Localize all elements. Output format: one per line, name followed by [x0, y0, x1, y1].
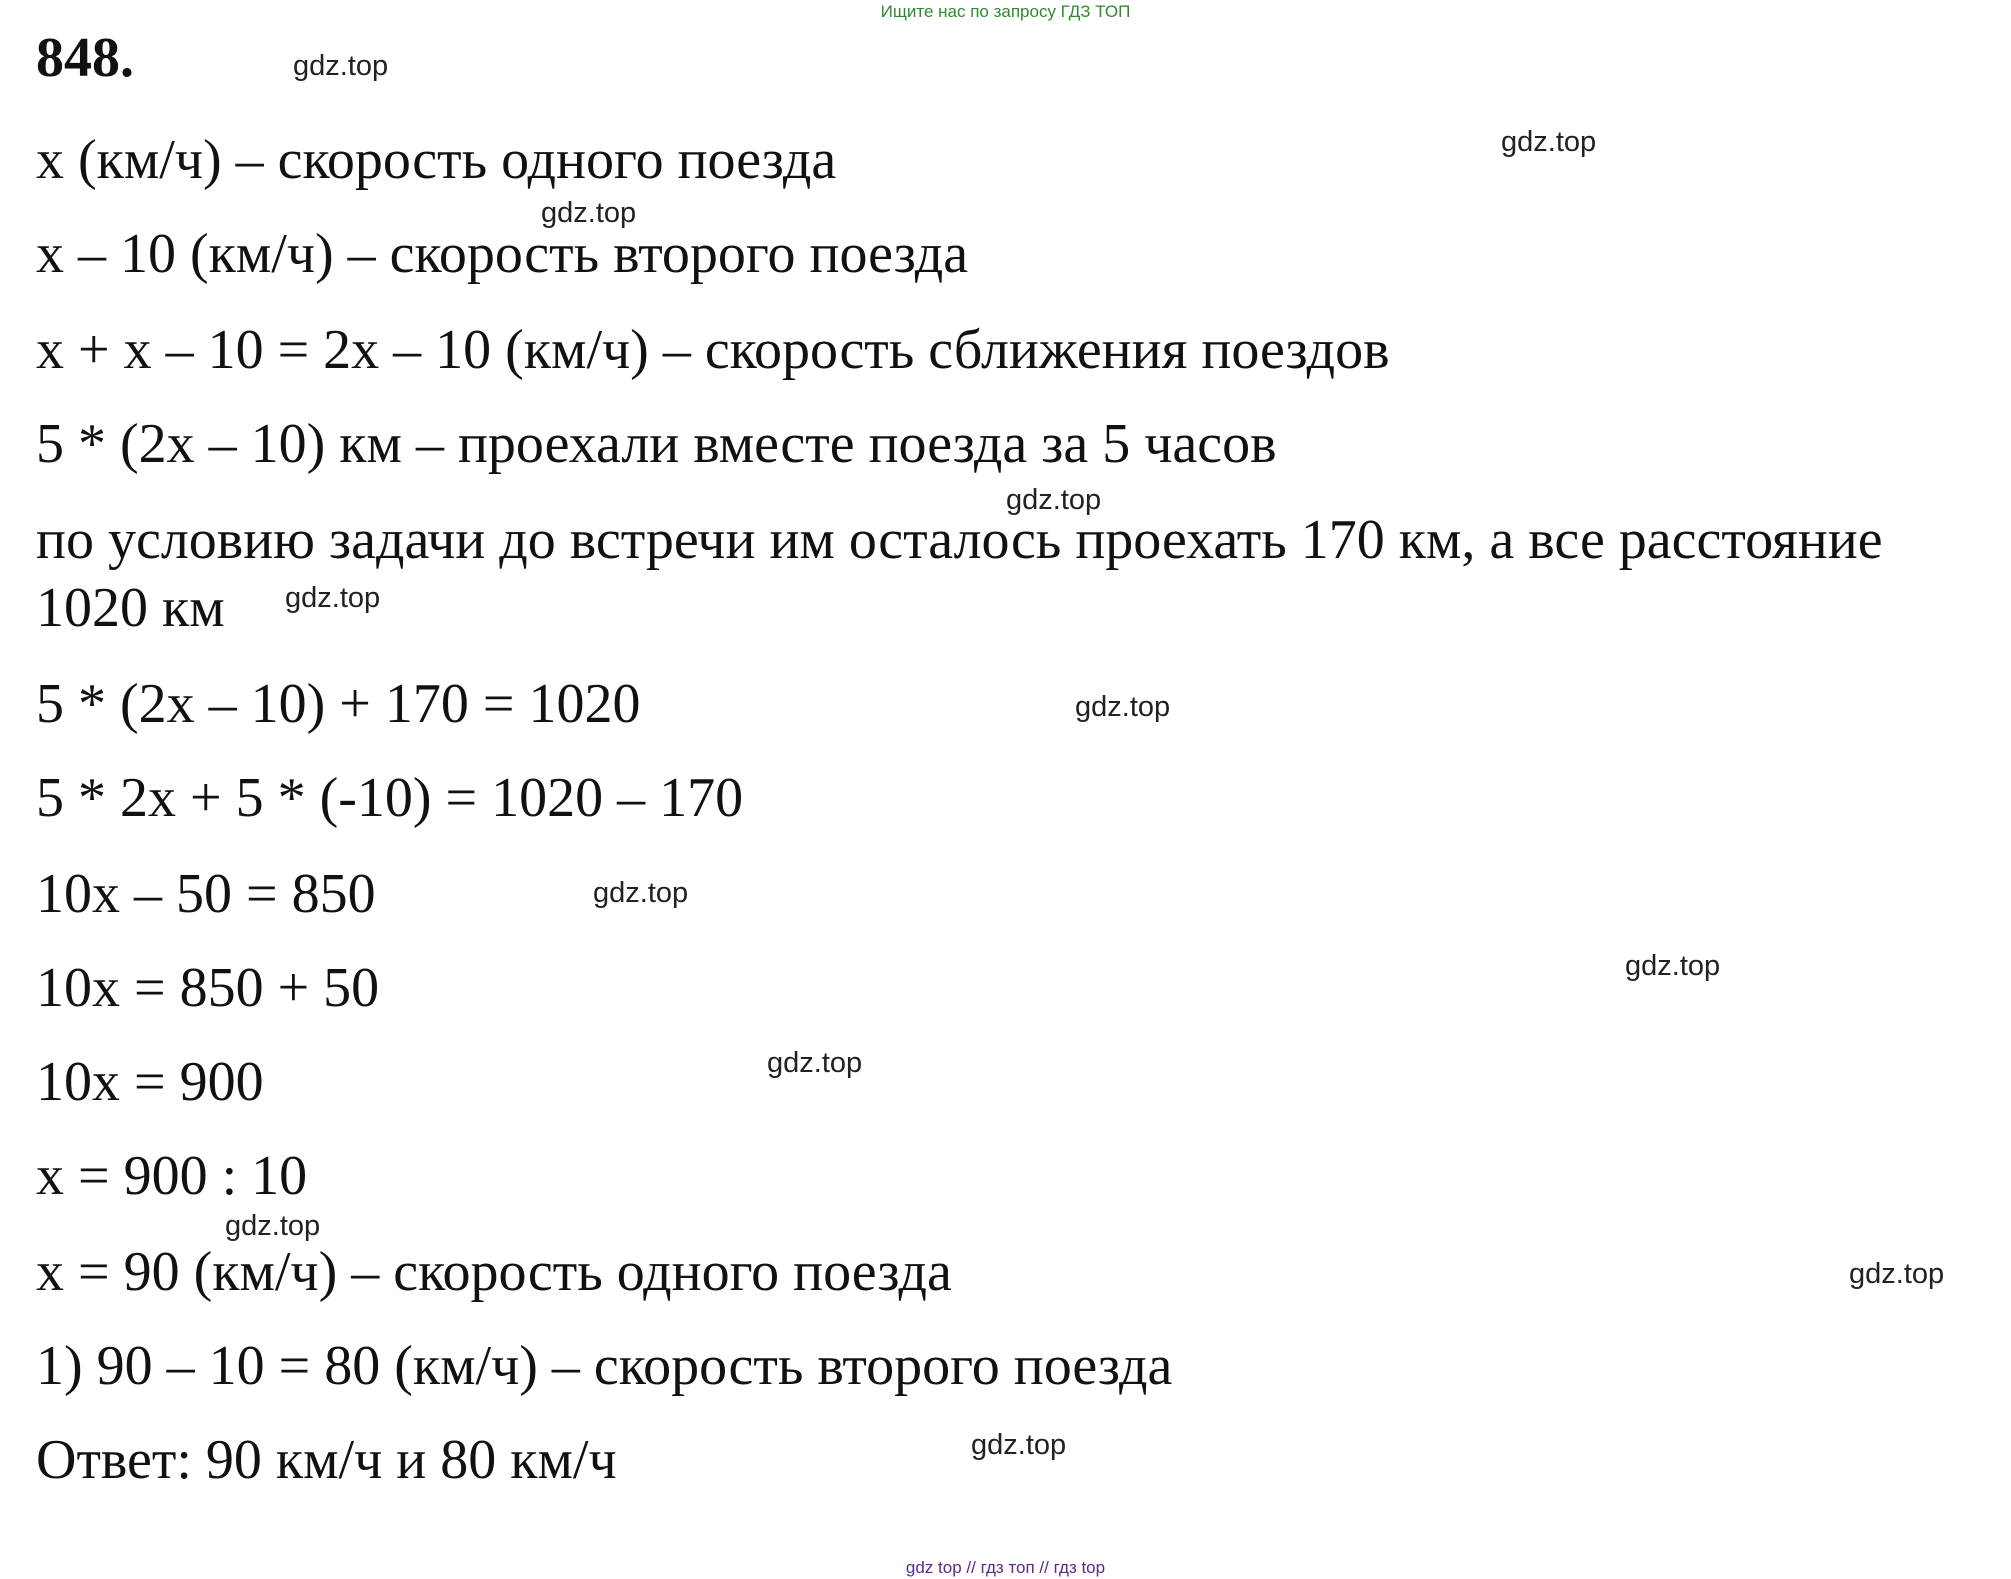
- solution-line: x + x – 10 = 2x – 10 (км/ч) – скорость сближения поездов: [36, 319, 1390, 381]
- solution-line: x – 10 (км/ч) – скорость второго поезда: [36, 223, 969, 285]
- watermark: gdz.top: [1501, 126, 1597, 158]
- watermark: gdz.top: [1075, 691, 1171, 723]
- top-banner: Ищите нас по запросу ГДЗ ТОП: [880, 2, 1131, 21]
- solution-line: x = 90 (км/ч) – скорость одного поезда: [36, 1241, 952, 1303]
- watermark: gdz.top: [767, 1047, 863, 1079]
- solution-line: 10x = 900: [36, 1051, 264, 1113]
- watermark: gdz.top: [1625, 950, 1721, 982]
- solution-line: 1020 км: [36, 577, 225, 639]
- solution-line: по условию задачи до встречи им осталось проехать 170 км, а все расстояние: [36, 509, 1883, 571]
- watermark: gdz.top: [225, 1210, 321, 1242]
- watermark: gdz.top: [1849, 1258, 1945, 1290]
- watermark: gdz.top: [1006, 484, 1102, 516]
- solution-line: 5 * 2x + 5 * (-10) = 1020 – 170: [36, 767, 744, 829]
- solution-line: 10x – 50 = 850: [36, 863, 376, 925]
- solution-line: 10x = 850 + 50: [36, 957, 380, 1019]
- watermark: gdz.top: [541, 197, 637, 229]
- footer: gdz top // гдз топ // гдз top: [905, 1558, 1106, 1577]
- answer-line: Ответ: 90 км/ч и 80 км/ч: [36, 1429, 617, 1491]
- watermark: gdz.top: [971, 1429, 1067, 1461]
- solution-line: x (км/ч) – скорость одного поезда: [36, 129, 837, 191]
- watermark: gdz.top: [293, 50, 389, 82]
- solution-line: 5 * (2x – 10) км – проехали вместе поезда за 5 часов: [36, 413, 1277, 475]
- watermark: gdz.top: [593, 877, 689, 909]
- solution-line: 5 * (2x – 10) + 170 = 1020: [36, 673, 641, 735]
- task-number: 848.: [36, 27, 134, 89]
- watermark: gdz.top: [285, 582, 381, 614]
- solution-line: x = 900 : 10: [36, 1145, 308, 1207]
- solution-line: 1) 90 – 10 = 80 (км/ч) – скорость второго поезда: [36, 1335, 1173, 1397]
